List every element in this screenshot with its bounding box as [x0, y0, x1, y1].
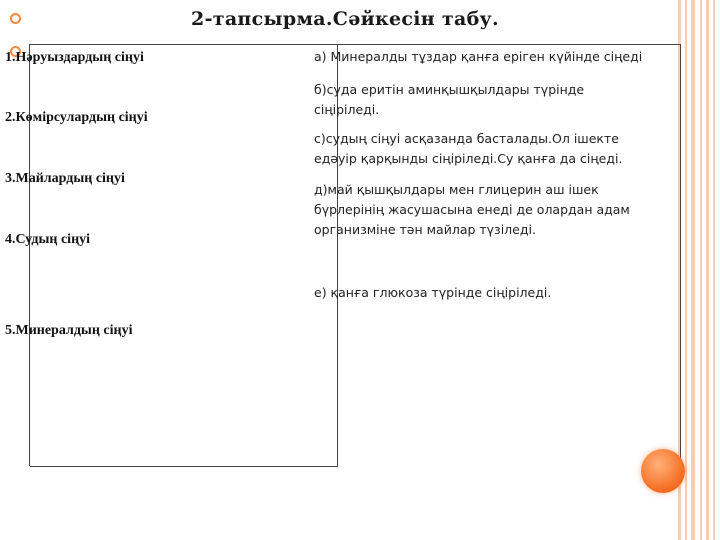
orange-circle-decoration [641, 449, 685, 493]
left-item-fats: 3.Майлардың сіңуі [5, 171, 125, 186]
slide-title: 2-тапсырма.Сәйкесін табу. [191, 8, 499, 30]
right-item-d: д)май қышқылдары мен глицерин аш ішек бүрлерінің жасушасына енеді де олардан адам организміне тән майлар түзіледі. [314, 182, 630, 237]
right-item-b: б)суда еритін аминқышқылдары түрінде сіңіріледі. [314, 82, 585, 117]
right-item-c: с)судың сіңуі асқазанда басталады.Ол ішекте едәуір қарқынды сіңіріледі.Су қанға да сіңеді. [314, 131, 623, 166]
left-item-carbohydrates: 2.Көмірсулардың сіңуі [5, 110, 148, 125]
left-item-proteins: 1.Нәруыздардың сіңуі [5, 50, 144, 65]
right-item-e: е) қанға глюкоза түрінде сіңіріледі. [314, 285, 552, 300]
decorative-stripes [678, 0, 720, 540]
table-bottom-line [30, 466, 338, 467]
left-item-water: 4.Судың сіңуі [5, 232, 91, 247]
right-item-a: а) Минералды тұздар қанға еріген күйінде сіңеді [314, 49, 643, 64]
left-item-minerals: 5.Минералдың сіңуі [5, 323, 133, 338]
